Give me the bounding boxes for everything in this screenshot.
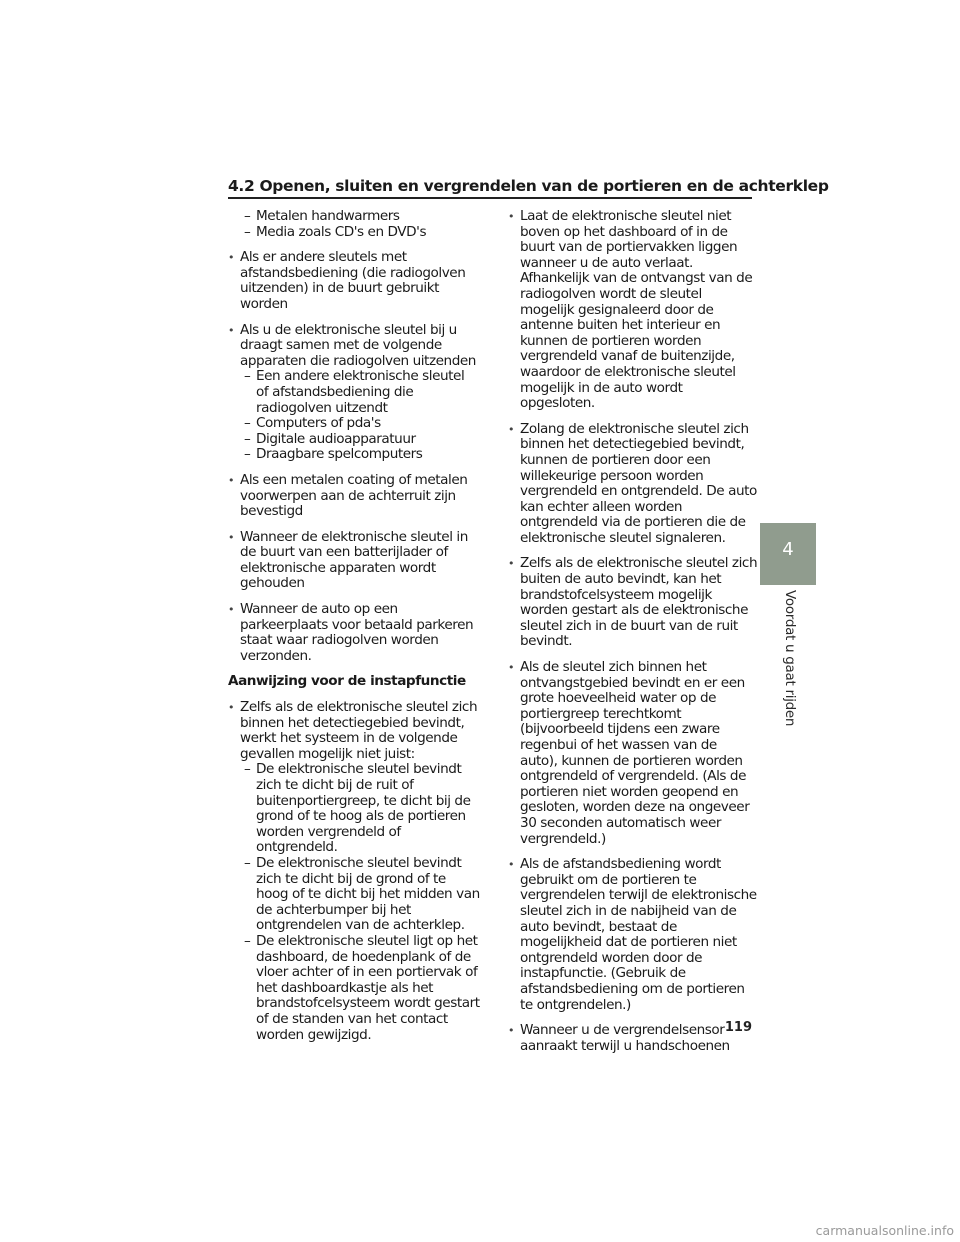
bullet-text: • Als u de elektronische sleutel bij u draagt samen met de volgende apparaten die radiogolven uitzenden [240,321,476,369]
left-column [228,209,480,1053]
watermark: carmanualsonline.info [815,1223,954,1238]
chapter-number: 4 [782,539,794,560]
bullet-item [228,250,480,312]
sub-item: – De elektronische sleutel bevindt zich te dicht bij de grond of te hoog of te dicht bij het midden van de achterbumper bij het ontgrendelen van de achterklep. [240,856,480,934]
bullet-item [508,556,758,650]
bullet-text: • Zelfs als de elektronische sleutel zich binnen het detectiegebied bevindt, werkt het systeem in de volgende gevallen mogelijk niet juist: [240,699,478,762]
subsection-heading: Aanwijzing voor de instapfunctie [228,673,466,690]
sub-item: – Een andere elektronische sleutel of afstandsbediening die radiogolven uitzendt [240,369,480,416]
right-column [508,209,758,1064]
bullet-text: • Wanneer de elektronische sleutel in de buurt van een batterijlader of elektronische apparaten wordt gehouden [240,528,468,592]
bullet-text: • Zolang de elektronische sleutel zich binnen het detectiegebied bevindt, kunnen de portieren door een willekeurige persoon worden vergrendeld en ontgrendeld. De auto kan echter alleen worden ontgrendeld via de portieren die de elektronische sleutel signaleren. [520,420,757,546]
sub-item: – Digitale audioapparatuur [240,432,480,448]
sub-list [240,369,480,463]
sub-item: – Computers of pda's [240,416,480,432]
bullet-item [508,209,758,412]
bullet-text: • Als een metalen coating of metalen voorwerpen aan de achterruit zijn bevestigd [240,471,468,520]
bullet-text: • Zelfs als de elektronische sleutel zich buiten de auto bevindt, kan het brandstofcelsysteem mogelijk worden gestart als de elektronische sleutel zich in de buurt van de ruit bevindt. [520,555,758,650]
bullet-item [228,530,480,592]
page-number: 119 [724,1020,752,1035]
sub-item: – Media zoals CD's en DVD's [228,225,480,241]
bullet-item [228,700,480,1043]
bullet-text: • Als de sleutel zich binnen het ontvangstgebied bevindt en er een grote hoeveelheid water op de portiergreep terechtkomt (bijvoorbeeld tijdens een zware regenbui of het wassen van de auto), kunnen de portieren worden ontgrendeld of vergrendeld. (Als de portieren niet worden geopend en gesloten, worden deze na ongeveer 30 seconden automatisch weer vergrendeld.) [520,659,750,847]
bullet-text: • Wanneer u de vergrendelsensor aanraakt terwijl u handschoenen [520,1022,730,1054]
bullet-text: • Als er andere sleutels met afstandsbediening (die radiogolven uitzenden) in de buurt gebruikt worden [240,249,466,312]
chapter-tab [760,523,816,585]
bullet-text: • Wanneer de auto op een parkeerplaats voor betaald parkeren staat waar radiogolven worden verzonden. [240,601,474,664]
sub-item: – De elektronische sleutel bevindt zich te dicht bij de ruit of buitenportiergreep, te dicht bij de grond of te hoog als de portieren worden vergrendeld of ontgrendeld. [240,762,480,856]
sub-item: – Draagbare spelcomputers [240,447,480,463]
bullet-item [228,473,480,520]
bullet-item [228,602,480,664]
bullet-item [228,323,480,463]
sub-list [240,762,480,1043]
top-sub-list [228,209,480,240]
section-header: 4.2 Openen, sluiten en vergrendelen van de portieren en de achterklep [228,177,829,195]
bullet-item [508,857,758,1013]
sub-item: – De elektronische sleutel ligt op het dashboard, de hoedenplank of de vloer achter of in een portiervak of het dashboardkastje als het brandstofcelsysteem wordt gestart of de standen van het contact worden gewijzigd. [240,934,480,1043]
bullet-text: • Laat de elektronische sleutel niet boven op het dashboard of in de buurt van de portiervakken liggen wanneer u de auto verlaat. Afhankelijk van de ontvangst van de radiogolven wordt de sleutel mogelijk gesignaleerd door de antenne buiten het interieur en kunnen de portieren worden vergrendeld vanaf de buitenzijde, waardoor de elektronische sleutel mogelijk in de auto wordt opgesloten. [520,208,753,412]
bullet-item [508,660,758,847]
sub-item: – Metalen handwarmers [228,209,480,225]
bullet-text: • Als de afstandsbediening wordt gebruikt om de portieren te vergrendelen terwijl de elektronische sleutel zich in de nabijheid van de auto bevindt, bestaat de mogelijkheid dat de portieren niet ontgrendeld worden door de instapfunctie. (Gebruik de afstandsbediening om de portieren te ontgrendelen.) [520,856,757,1013]
header-divider [228,197,752,199]
chapter-side-label: Voordat u gaat rijden [782,590,798,727]
bullet-item [508,422,758,547]
